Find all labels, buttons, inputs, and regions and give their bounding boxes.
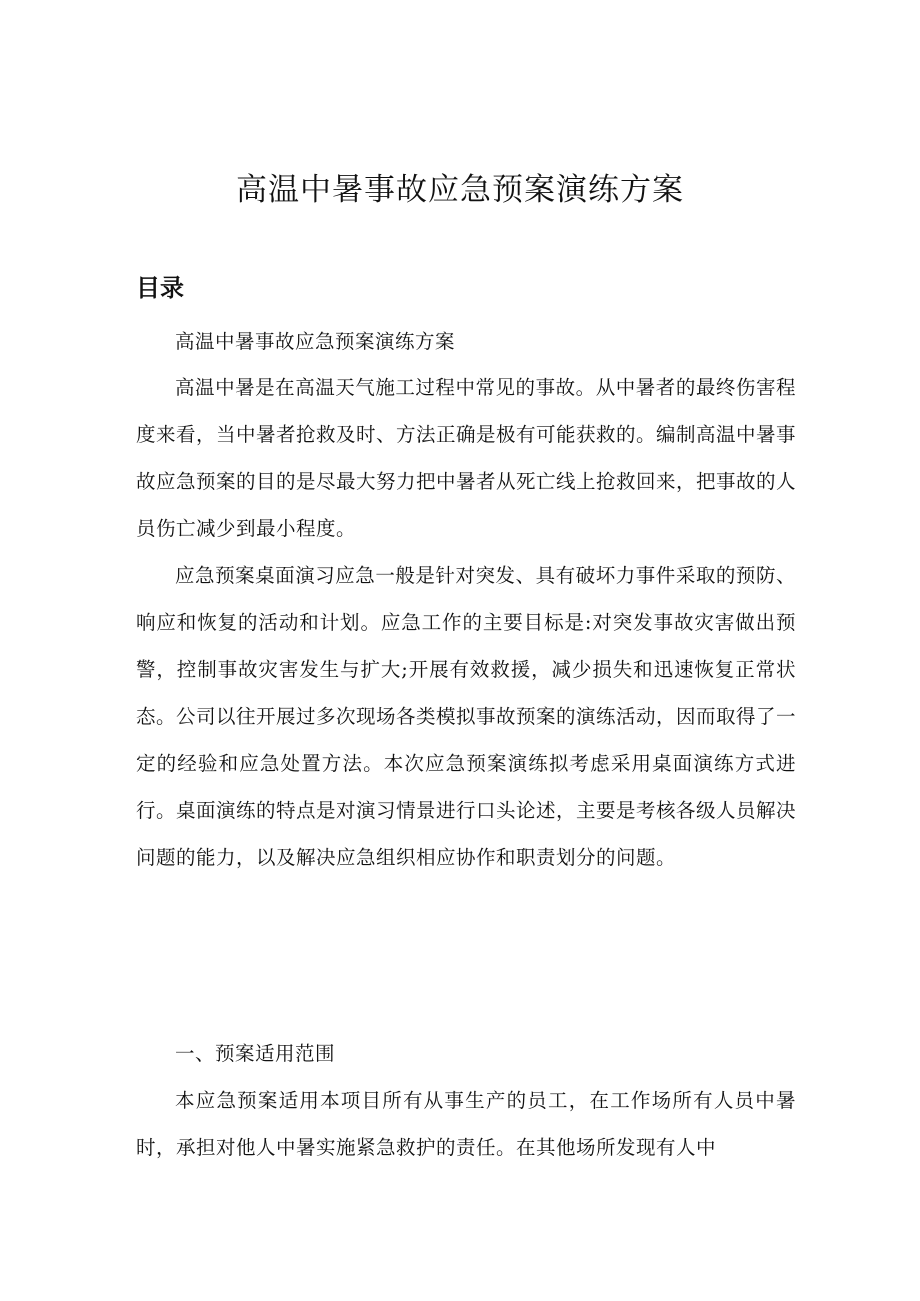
paragraph-scope: 本应急预案适用本项目所有从事生产的员工，在工作场所有人员中暑时，承担对他人中暑实施紧急救护的责任。在其他场所发现有人中 [136, 1089, 796, 1159]
document-title: 高温中暑事故应急预案演练方案 [236, 172, 684, 208]
paragraph-drill-description: 应急预案桌面演习应急一般是针对突发、具有破坏力事件采取的预防、响应和恢复的活动和计划。应急工作的主要目标是:对突发事故灾害做出预警，控制事故灾害发生与扩大;开展有效救援，减少损失和迅速恢复正常状态。公司以往开展过多次现场各类模拟事故预案的演练活动，因而取得了一定的经验和应急处置方法。本次应急预案演练拟考虑采用桌面演练方式进行。桌面演练的特点是对演习情景进行口头论述，主要是考核各级人员解决问题的能力，以及解决应急组织相应协作和职责划分的问题。 [136, 564, 797, 869]
paragraph-intro: 高温中暑是在高温天气施工过程中常见的事故。从中暑者的最终伤害程度来看，当中暑者抢救及时、方法正确是极有可能获救的。编制高温中暑事故应急预案的目的是尽最大努力把中暑者从死亡线上抢救回来，把事故的人员伤亡减少到最小程度。 [136, 376, 797, 540]
toc-entry: 高温中暑事故应急预案演练方案 [175, 330, 456, 353]
toc-heading: 目录 [136, 274, 184, 302]
section-heading-scope: 一、预案适用范围 [175, 1042, 336, 1065]
